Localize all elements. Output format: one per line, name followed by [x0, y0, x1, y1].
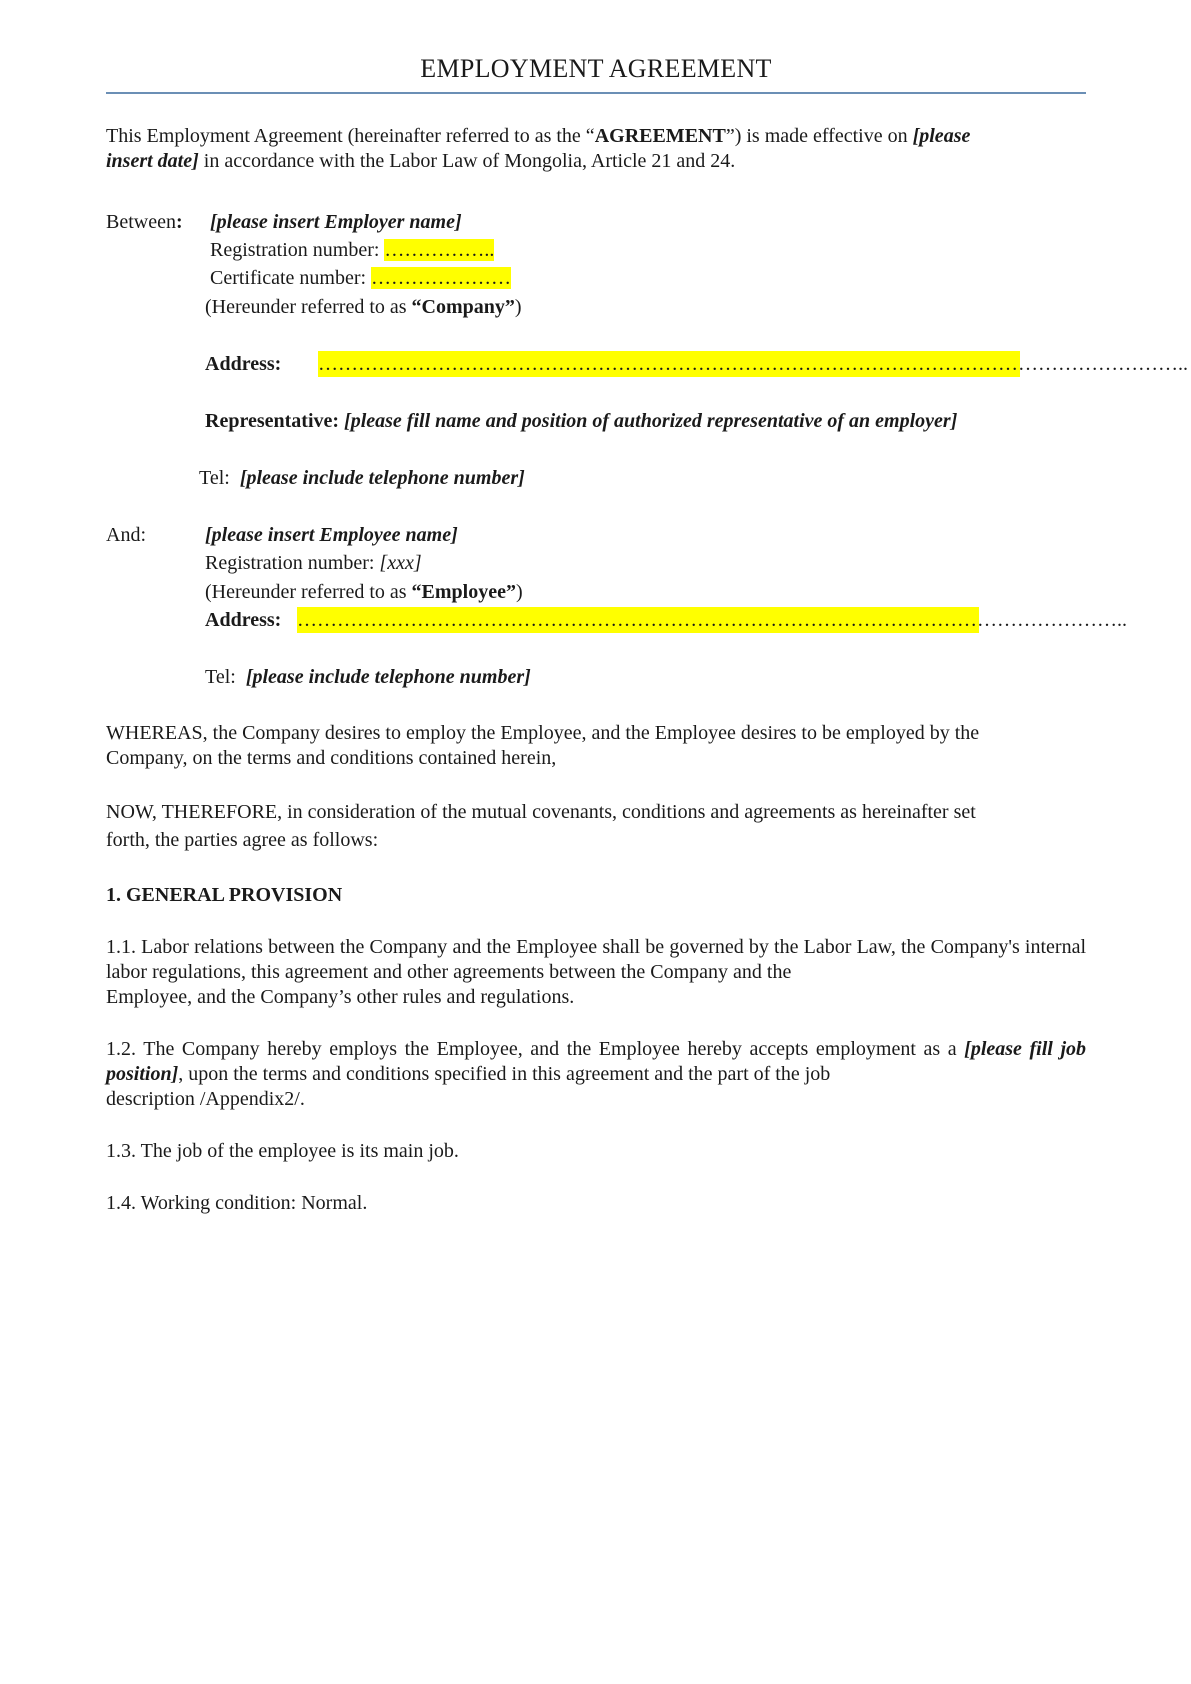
- representative-placeholder: [please fill name and position of authorized representative of an employer]: [344, 410, 958, 432]
- agreement-term: AGREEMENT: [594, 125, 726, 147]
- employee-registration: Registration number: [xxx]: [205, 552, 422, 574]
- intro-text-2: ”) is made effective on: [725, 125, 913, 147]
- clause-1-2: 1.2. The Company hereby employs the Employee, and the Employee hereby accepts employment as a [please fill job position], upon the terms and conditions specified in this agreement and the part of the job description /Appendix2/.: [106, 1038, 1086, 1110]
- whereas-paragraph: WHEREAS, the Company desires to employ the Employee, and the Employee desires to be employed by the Company, on the terms and conditions contained herein,: [106, 722, 980, 769]
- therefore-paragraph: NOW, THEREFORE, in consideration of the mutual covenants, conditions and agreements as hereinafter set forth, the parties agree as follows:: [106, 801, 976, 851]
- employer-name-placeholder: [please insert Employer name]: [210, 211, 462, 233]
- employer-representative: Representative: [please fill name and position of authorized representative of an employer]: [205, 410, 958, 432]
- intro-paragraph: [106, 124, 1086, 174]
- and-label: And:: [106, 524, 146, 546]
- job-position-placeholder-b: job position]: [106, 1038, 1086, 1085]
- employer-registration-value: ……………..: [384, 239, 495, 261]
- employee-reference: (Hereunder referred to as “Employee”): [205, 581, 523, 603]
- section-1-heading: 1. GENERAL PROVISION: [106, 884, 343, 906]
- employee-name-placeholder: [please insert Employee name]: [205, 524, 458, 546]
- employer-certificate: Certificate number: …………………: [210, 267, 512, 289]
- between-label: Between:: [106, 211, 183, 233]
- date-placeholder-a: [please: [912, 125, 971, 147]
- date-placeholder-b: insert date]: [106, 150, 199, 172]
- clause-1-3: 1.3. The job of the employee is its main job.: [106, 1140, 459, 1162]
- employee-tel-placeholder: [please include telephone number]: [245, 666, 531, 688]
- intro-text-1: This Employment Agreement (hereinafter referred to as the “: [106, 125, 595, 147]
- employer-address-label: Address:: [205, 353, 282, 375]
- employer-address-value: …………………………………………………………………………………………………………………..: [318, 353, 1188, 375]
- employee-address-label: Address:: [205, 609, 282, 631]
- employer-registration: Registration number: ……………..: [210, 239, 495, 261]
- employer-tel-placeholder: [please include telephone number]: [239, 467, 525, 489]
- job-position-placeholder-a: [please fill: [964, 1038, 1053, 1060]
- clause-1-4: 1.4. Working condition: Normal.: [106, 1192, 368, 1214]
- company-reference: (Hereunder referred to as “Company”): [205, 296, 522, 318]
- clause-1-1: 1.1. Labor relations between the Company and the Employee shall be governed by the Labor Law, the Company's internal labor regulations, this agreement and other agreements between the Company and the Employee, and the Company’s other rules and regulations.: [106, 936, 1087, 1008]
- employee-registration-value: [xxx]: [379, 552, 422, 574]
- document-title: EMPLOYMENT AGREEMENT: [420, 54, 772, 83]
- employer-tel: Tel: [please include telephone number]: [199, 467, 525, 489]
- title-divider: [106, 92, 1086, 94]
- intro-text-3: in accordance with the Labor Law of Mongolia, Article 21 and 24.: [198, 150, 736, 172]
- employee-address-value: ……………………………………………………………………………………………………………..: [297, 609, 1127, 631]
- employee-tel: Tel: [please include telephone number]: [205, 666, 531, 688]
- employer-certificate-value: …………………: [371, 267, 512, 289]
